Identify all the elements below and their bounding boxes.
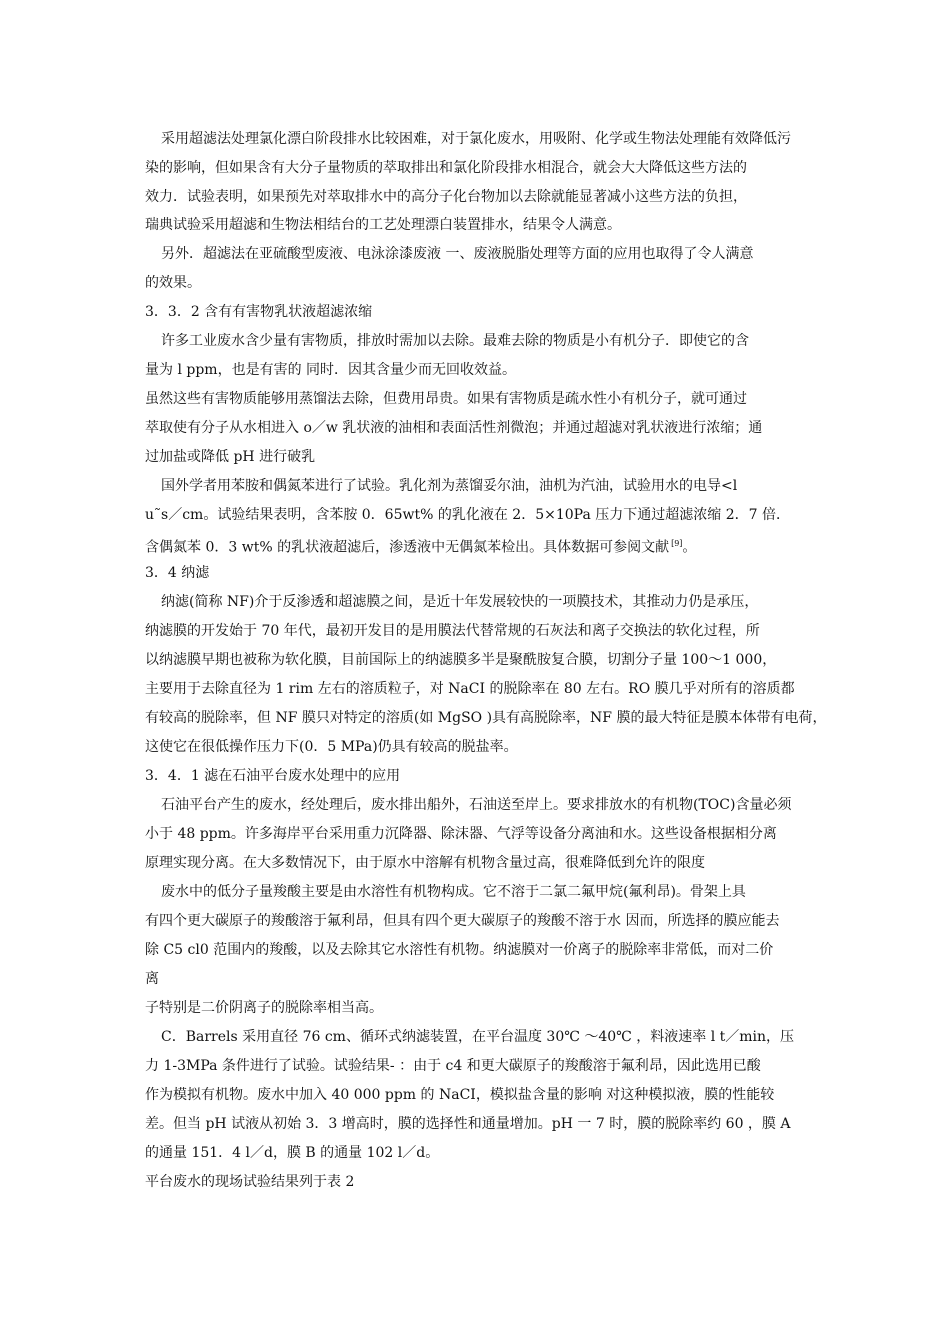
- paragraph-line: 国外学者用苯胺和偶氮苯进行了试验。乳化剂为蒸馏妥尔油，油机为汽油，试验用水的电导<l: [161, 478, 738, 494]
- paragraph-line: 有较高的脱除率，但 NF 膜只对特定的溶质(如 MgSO )具有高脱除率，NF 膜的最大特征是膜本体带有电荷，: [145, 710, 827, 726]
- paragraph-line: 这使它在很低操作压力下(0．5 MPa)仍具有较高的脱盐率。: [145, 739, 518, 755]
- paragraph-line: 纳滤膜的开发始于 70 年代，最初开发目的是用膜法代替常规的石灰法和离子交换法的软化过程，所: [145, 623, 760, 639]
- paragraph-line-with-citation: [145, 534, 696, 554]
- paragraph-line: 纳滤(简称 NF)介于反渗透和超滤膜之间，是近十年发展较快的一项膜技术，其推动力仍是承压，: [161, 594, 759, 610]
- paragraph-line: 虽然这些有害物质能够用蒸馏法去除，但费用昂贵。如果有害物质是疏水性小有机分子，就可通过: [145, 391, 747, 407]
- paragraph-line: 石油平台产生的废水，经处理后，废水排出船外，石油送至岸上。要求排放水的有机物(TOC)含量必须: [161, 797, 792, 813]
- section-heading: 3．4 纳滤: [145, 565, 210, 581]
- section-heading: 3．3．2 含有有害物乳状液超滤浓缩: [145, 304, 373, 320]
- section-heading: 3．4．1 滤在石油平台废水处理中的应用: [145, 768, 401, 784]
- paragraph-line: 小于 48 ppm。许多海岸平台采用重力沉降器、除沫器、气浮等设备分离油和水。这些设备根据相分离: [145, 826, 777, 842]
- paragraph-line: 瑞典试验采用超滤和生物法相结台的工艺处理漂白装置排水，结果令人满意。: [145, 217, 621, 233]
- paragraph-line: 的效果。: [145, 275, 201, 291]
- paragraph-line: 力 1-3MPa 条件进行了试验。试验结果- ：由于 c4 和更大碳原子的羧酸溶于氟利昂，因此选用已酸: [145, 1058, 761, 1074]
- paragraph-line: 量为 l ppm，也是有害的 同时．因其含量少而无回收效益。: [145, 362, 517, 378]
- paragraph-line: 子特别是二价阴离子的脱除率相当高。: [145, 1000, 383, 1016]
- paragraph-line: 萃取使有分子从水相进入 o／w 乳状液的油相和表面活性剂微泡；并通过超滤对乳状液进行浓缩；通: [145, 420, 763, 436]
- paragraph-line: 废水中的低分子量羧酸主要是由水溶性有机物构成。它不溶于二氯二氟甲烷(氟利昂)。骨架上具: [161, 884, 746, 900]
- paragraph-text: 含偶氮苯 0．3 wt% 的乳状液超滤后，渗透液中无偶氮苯检出。具体数据可参阅文献: [145, 539, 670, 556]
- paragraph-line: 平台废水的现场试验结果列于表 2: [145, 1174, 355, 1190]
- paragraph-line: C．Barrels 采用直径 76 cm、循环式纳滤装置，在平台温度 30℃ ～40℃ ，料液速率 l t／min，压: [161, 1029, 795, 1045]
- paragraph-line: 采用超滤法处理氯化漂白阶段排水比较困难，对于氯化废水，用吸附、化学或生物法处理能有效降低污: [161, 131, 791, 147]
- paragraph-line: 除 C5 cl0 范围内的羧酸，以及去除其它水溶性有机物。纳滤膜对一价离子的脱除率非常低，而对二价: [145, 942, 774, 958]
- paragraph-line: 效力．试验表明，如果预先对萃取排水中的高分子化台物加以去除就能显著减小这些方法的负担，: [145, 189, 747, 205]
- paragraph-line: 有四个更大碳原子的羧酸溶于氟利昂，但具有四个更大碳原子的羧酸不溶于水 因而，所选择的膜应能去: [145, 913, 780, 929]
- paragraph-line: 差。但当 pH 试液从初始 3．3 增高时，膜的选择性和通量增加。pH 一 7 时，膜的脱除率约 60 ，膜 A: [145, 1116, 791, 1132]
- citation-ref: [9]: [671, 539, 683, 548]
- paragraph-line: 离: [145, 971, 159, 987]
- paragraph-line: 染的影响，但如果含有大分子量物质的萃取排出和氯化阶段排水相混合，就会大大降低这些方法的: [145, 160, 747, 176]
- paragraph-line: 以纳滤膜早期也被称为软化膜，目前国际上的纳滤膜多半是聚酰胺复合膜，切割分子量 100～1 000，: [145, 652, 777, 668]
- citation-tail: 。: [682, 539, 697, 556]
- paragraph-line: 作为模拟有机物。废水中加入 40 000 ppm 的 NaCI，模拟盐含量的影响 对这种模拟液，膜的性能较: [145, 1087, 775, 1103]
- paragraph-line: 另外．超滤法在亚硫酸型废液、电泳涂漆废液 一、废液脱脂处理等方面的应用也取得了令人满意: [161, 246, 754, 262]
- paragraph-line: 原理实现分离。在大多数情况下，由于原水中溶解有机物含量过高，很难降低到允许的限度: [145, 855, 705, 871]
- paragraph-line: 过加盐或降低 pH 进行破乳: [145, 449, 316, 465]
- paragraph-line: 主要用于去除直径为 1 rim 左右的溶质粒子，对 NaCI 的脱除率在 80 左右。RO 膜几乎对所有的溶质都: [145, 681, 795, 697]
- paragraph-line: u˜s／cm。试验结果表明，含苯胺 0．65wt% 的乳化液在 2．5×10Pa 压力下通过超滤浓缩 2．7 倍．: [145, 507, 790, 523]
- paragraph-line: 的通量 151．4 l／d，膜 B 的通量 102 l／d。: [145, 1145, 440, 1161]
- paragraph-line: 许多工业废水含少量有害物质，排放时需加以去除。最难去除的物质是小有机分子．即使它的含: [161, 333, 749, 349]
